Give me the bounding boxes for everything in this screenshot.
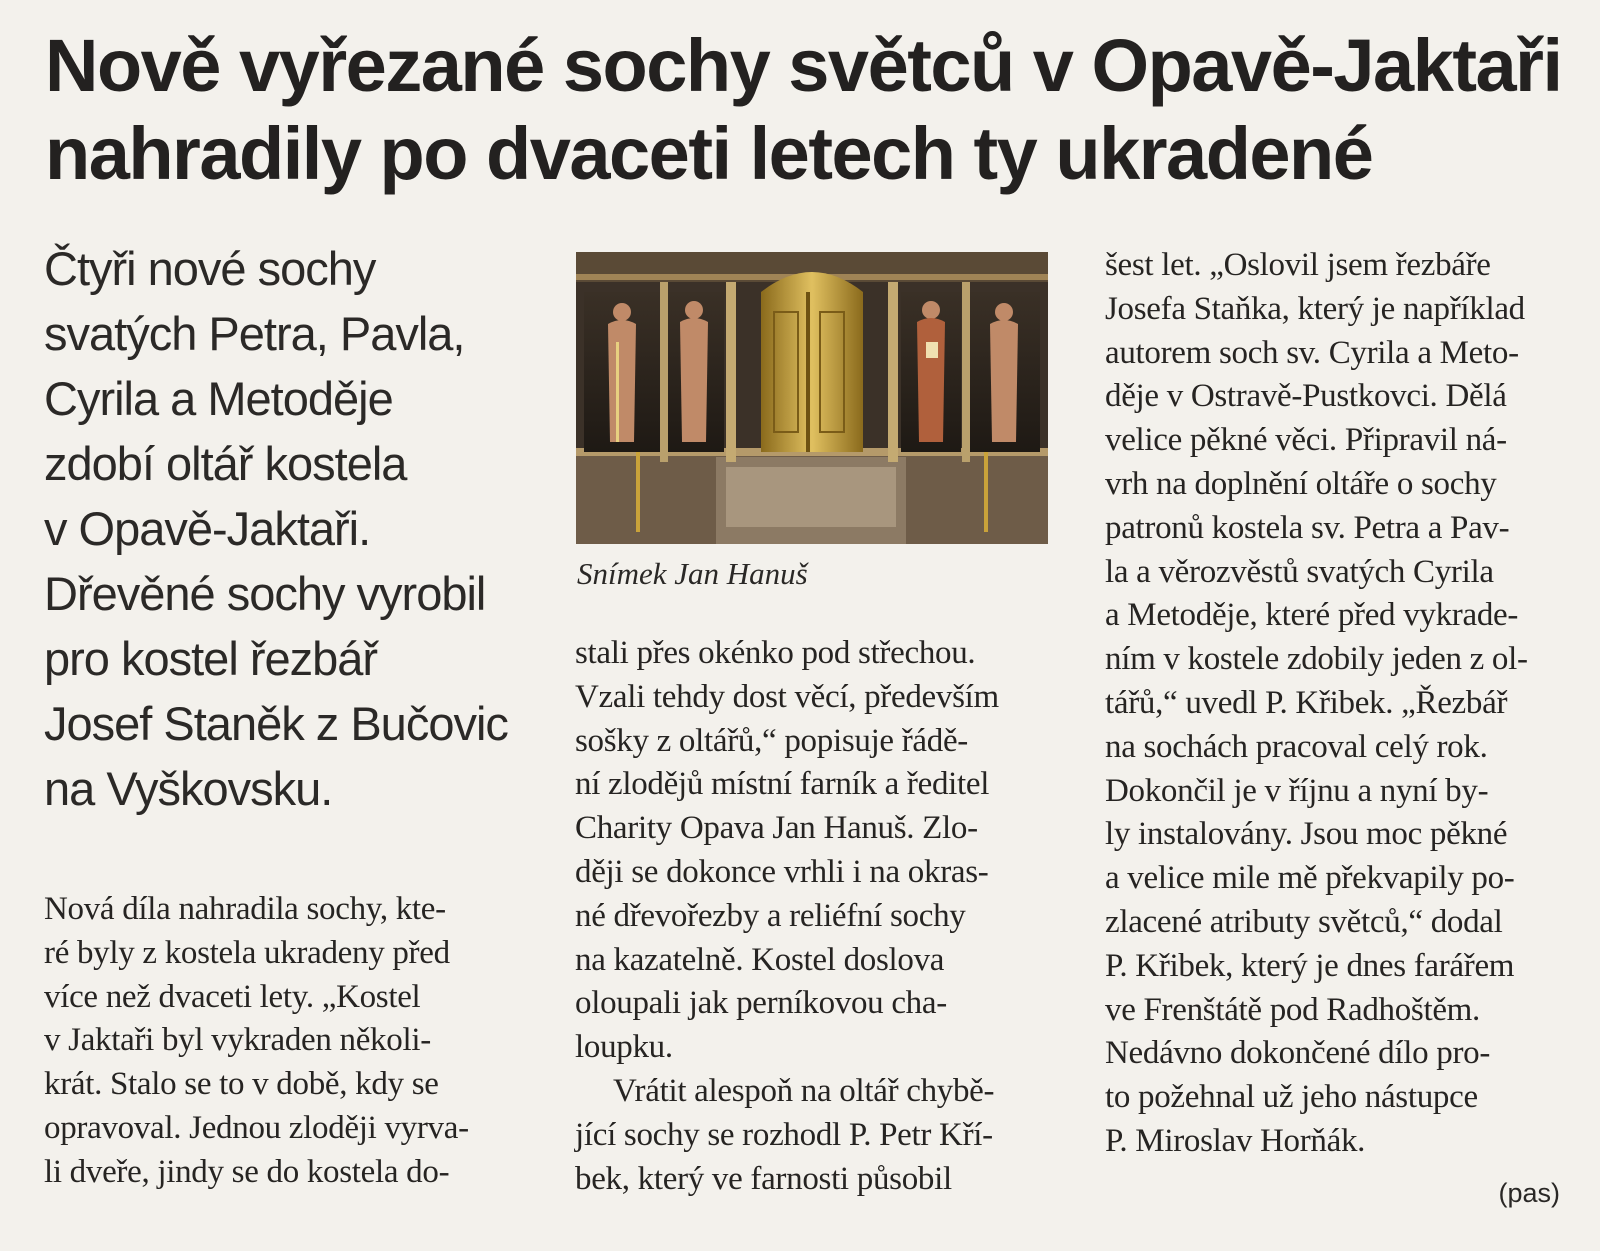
headline xyxy=(45,22,1565,198)
body-line: jící sochy se rozhodl P. Petr Kří- xyxy=(575,1116,993,1153)
body-line: ději se dokonce vrhli i na okras- xyxy=(575,853,989,890)
body-line: patronů kostela sv. Petra a Pav- xyxy=(1105,509,1510,546)
body-line: tářů,“ uvedl P. Křibek. „Řezbář xyxy=(1105,684,1508,721)
headline-line-2: nahradily po dvaceti letech ty ukradené xyxy=(45,112,1373,195)
lead-line: Josef Staněk z Bučovic xyxy=(44,697,508,750)
body-line: Vzali tehdy dost věcí, především xyxy=(575,678,999,715)
lead-paragraph xyxy=(44,236,544,821)
lead-line: zdobí oltář kostela xyxy=(44,437,407,490)
lead-line: Cyrila a Metoděje xyxy=(44,372,393,425)
body-line: Charity Opava Jan Hanuš. Zlo- xyxy=(575,810,978,847)
altar-photo xyxy=(576,252,1048,544)
article-column-1 xyxy=(44,888,524,1195)
body-line: více než dvaceti lety. „Kostel xyxy=(44,978,421,1015)
lead-line: na Vyškovsku. xyxy=(44,762,333,815)
body-line: la a věrozvěstů svatých Cyrila xyxy=(1105,553,1494,590)
lead-line: Čtyři nové sochy xyxy=(44,242,376,295)
body-line: to požehnal už jeho nástupce xyxy=(1105,1079,1478,1116)
body-line: ve Frenštátě pod Radhoštěm. xyxy=(1105,991,1480,1028)
body-line: děje v Ostravě-Pustkovci. Dělá xyxy=(1105,378,1507,415)
body-line: ré byly z kostela ukradeny před xyxy=(44,934,450,971)
body-line: loupku. xyxy=(575,1029,673,1066)
body-line: a velice mile mě překvapily po- xyxy=(1105,860,1515,897)
body-line: ní zlodějů místní farník a ředitel xyxy=(575,766,990,803)
body-line: sošky z oltářů,“ popisuje řádě- xyxy=(575,722,969,759)
lead-line: pro kostel řezbář xyxy=(44,632,378,685)
body-line: P. Křibek, který je dnes farářem xyxy=(1105,947,1515,984)
body-line: autorem soch sv. Cyrila a Meto- xyxy=(1105,334,1519,371)
body-line: na sochách pracoval celý rok. xyxy=(1105,728,1488,765)
body-line: Dokončil je v říjnu a nyní by- xyxy=(1105,772,1489,809)
body-line: stali přes okénko pod střechou. xyxy=(575,635,976,671)
photo-caption: Snímek Jan Hanuš xyxy=(577,556,808,591)
body-line: oloupali jak perníkovou cha- xyxy=(575,985,947,1022)
body-line: v Jaktaři byl vykraden několi- xyxy=(44,1022,431,1059)
body-line: krát. Stalo se to v době, kdy se xyxy=(44,1066,439,1103)
body-line: Nová díla nahradila sochy, kte- xyxy=(44,891,446,927)
body-line: bek, který ve farnosti působil xyxy=(575,1160,952,1197)
lead-line: Dřevěné sochy vyrobil xyxy=(44,567,486,620)
body-line: a Metoděje, které před vykrade- xyxy=(1105,597,1519,634)
lead-line: svatých Petra, Pavla, xyxy=(44,307,465,360)
body-line: Vrátit alespoň na oltář chybě- xyxy=(613,1072,995,1109)
article-column-2 xyxy=(575,632,1045,1201)
body-line: opravoval. Jednou zloději vyrva- xyxy=(44,1109,469,1146)
body-line: Nedávno dokončené dílo pro- xyxy=(1105,1035,1491,1072)
body-line: vrh na doplnění oltáře o sochy xyxy=(1105,465,1497,502)
body-line: šest let. „Oslovil jsem řezbáře xyxy=(1105,247,1491,283)
body-line: P. Miroslav Horňák. xyxy=(1105,1122,1366,1159)
body-line: né dřevořezby a reliéfní sochy xyxy=(575,897,966,934)
body-line: na kazatelně. Kostel doslova xyxy=(575,941,945,978)
altar-photo-image xyxy=(576,252,1048,544)
body-line: li dveře, jindy se do kostela do- xyxy=(44,1153,450,1190)
body-line: zlacené atributy světců,“ dodal xyxy=(1105,903,1503,940)
body-line: ly instalovány. Jsou moc pěkné xyxy=(1105,816,1508,853)
body-line: Josefa Staňka, který je například xyxy=(1105,290,1525,327)
article-column-3 xyxy=(1105,244,1585,1164)
headline-line-1: Nově vyřezané sochy světců v Opavě-Jaktaři xyxy=(45,24,1562,107)
body-line: ním v kostele zdobily jeden z ol- xyxy=(1105,641,1528,678)
body-line: velice pěkné věci. Připravil ná- xyxy=(1105,422,1507,459)
author-signoff: (pas) xyxy=(1498,1178,1560,1208)
lead-line: v Opavě-Jaktaři. xyxy=(44,502,371,555)
